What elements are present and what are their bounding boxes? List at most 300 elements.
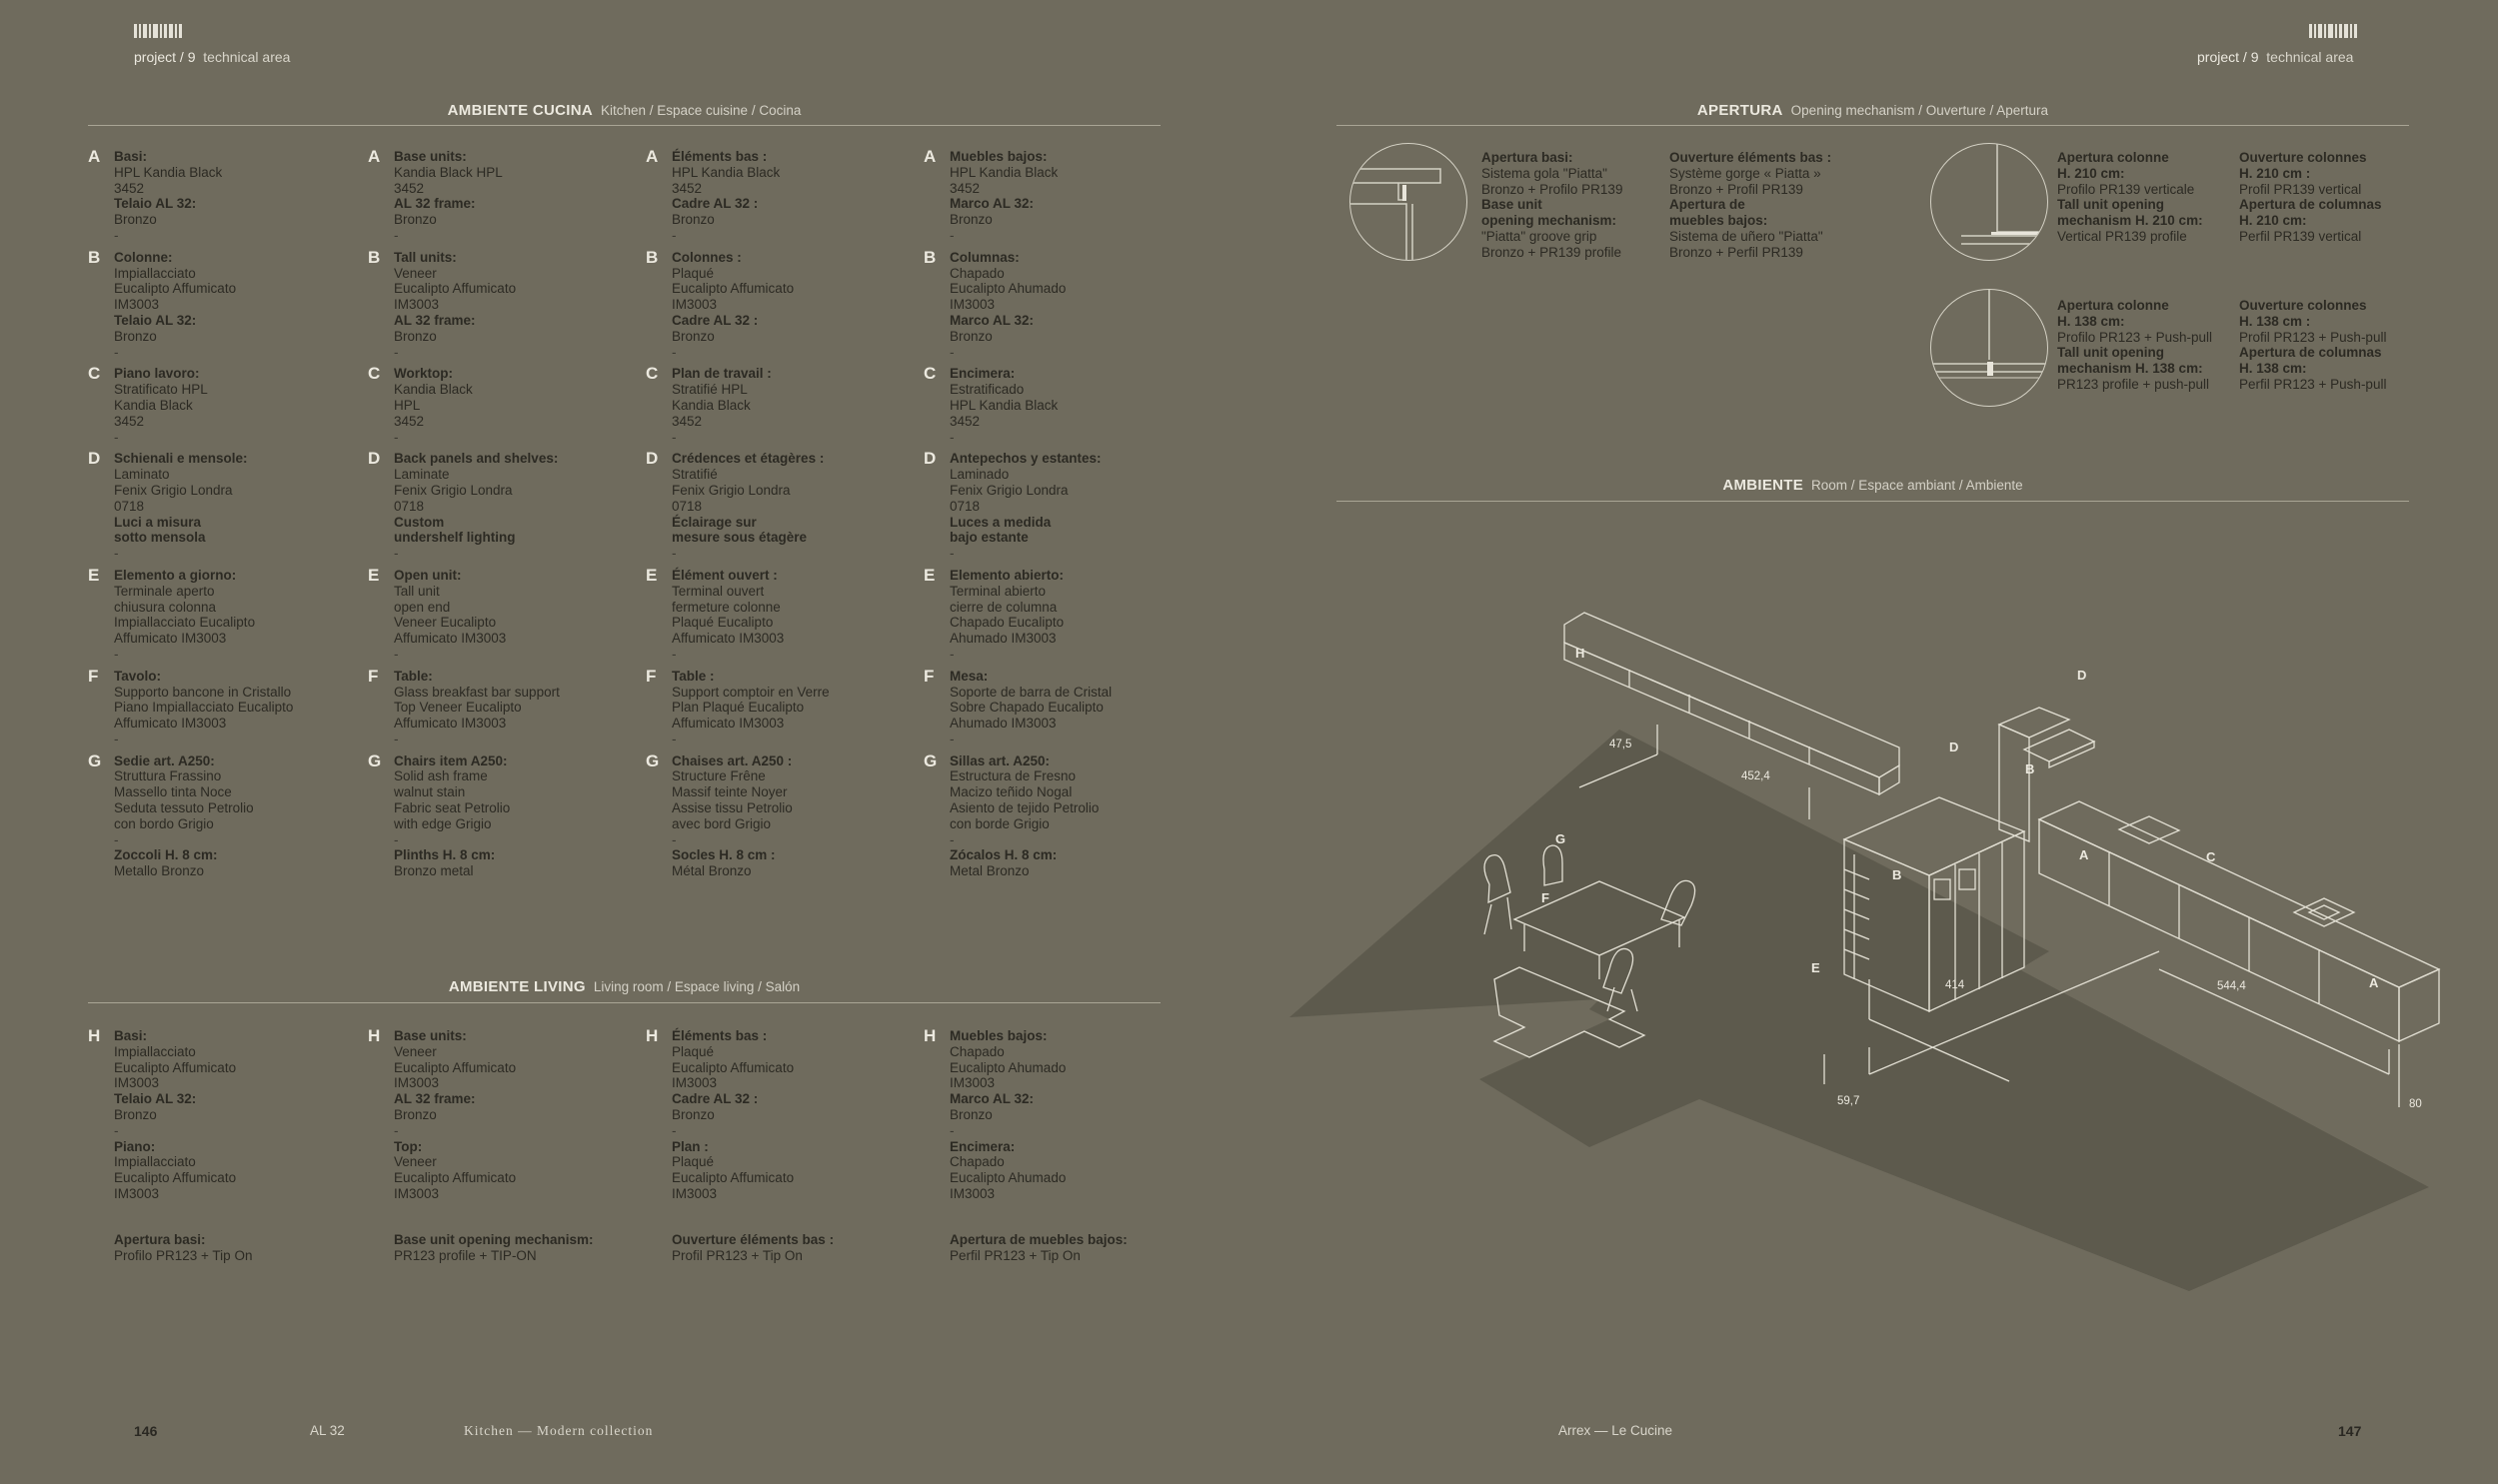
spec-line: - xyxy=(394,646,399,662)
spec-heading: Zoccoli H. 8 cm: xyxy=(114,847,218,863)
kitchen-column-3 xyxy=(646,149,906,885)
drawing-letter-h: H xyxy=(1575,646,1585,661)
spec-heading: Plinths H. 8 cm: xyxy=(394,847,496,863)
spec-lines xyxy=(114,753,254,879)
spec-heading: Plan de travail : xyxy=(672,366,772,382)
living-opening-spec xyxy=(394,1232,628,1264)
spec-heading: Plan : xyxy=(672,1138,709,1154)
spec-letter: G xyxy=(924,750,938,770)
spec-line: Plaqué xyxy=(672,265,715,281)
spec-line: Perfil PR123 + Push-pull xyxy=(2239,376,2387,392)
spec-letter: A xyxy=(924,147,937,166)
spec-line: Profilo PR123 + Tip On xyxy=(114,1247,253,1263)
spec-line: IM3003 xyxy=(114,1185,160,1201)
spec-heading: Éléments bas : xyxy=(672,149,768,164)
spec-lines xyxy=(672,568,784,663)
detail-tall-210-icon xyxy=(1930,143,2048,261)
spec-lines xyxy=(950,250,1066,361)
spec-line: Eucalipto Affumicato xyxy=(394,281,517,297)
spec-line: Bronzo xyxy=(114,1106,157,1122)
spec-line: Estratificado xyxy=(950,382,1025,398)
spec-line: walnut stain xyxy=(394,784,466,800)
spec-lines xyxy=(672,753,793,879)
spec-line: Profil PR139 vertical xyxy=(2239,181,2362,197)
living-opening-spec xyxy=(114,1232,348,1264)
kitchen-column-4 xyxy=(924,149,1184,885)
header-right-project: project / 9 xyxy=(2197,49,2259,65)
spec-line: Laminado xyxy=(950,467,1010,483)
spec-heading: Base unit xyxy=(1481,197,1542,213)
spec-entry xyxy=(368,565,628,663)
spec-entry xyxy=(924,451,1184,562)
opening-block-2 xyxy=(1669,150,1849,261)
spec-line: IM3003 xyxy=(394,297,440,313)
spec-heading: H. 138 cm: xyxy=(2057,313,2125,329)
spec-heading: Colonne: xyxy=(114,249,173,265)
spec-line: - xyxy=(950,731,955,746)
spec-line: Asiento de tejido Petrolio xyxy=(950,800,1100,816)
spec-line: Profil PR123 + Tip On xyxy=(672,1247,803,1263)
spec-line: Terminal ouvert xyxy=(672,583,765,599)
spec-heading: H. 210 cm: xyxy=(2057,165,2125,181)
spec-heading: Socles H. 8 cm : xyxy=(672,847,776,863)
spec-line: - xyxy=(672,646,677,662)
spec-line: Bronzo xyxy=(114,212,157,228)
spec-heading: Élément ouvert : xyxy=(672,567,778,583)
spec-letter: G xyxy=(368,750,382,770)
spec-line: Fenix Grigio Londra xyxy=(394,482,513,498)
spec-line: Sistema gola "Piatta" xyxy=(1481,165,1607,181)
room-title: AMBIENTE xyxy=(1722,477,1804,494)
spec-entry xyxy=(368,247,628,361)
spec-heading: undershelf lighting xyxy=(394,530,516,546)
spec-line: Solid ash frame xyxy=(394,768,488,784)
spec-heading: H. 210 cm: xyxy=(2239,213,2307,229)
spec-heading: Table : xyxy=(672,668,715,684)
spec-line: Macizo teñido Nogal xyxy=(950,784,1073,800)
spec-heading: mesure sous étagère xyxy=(672,530,808,546)
spec-heading: muebles bajos: xyxy=(1669,213,1768,229)
spec-line: Veneer xyxy=(394,1043,437,1059)
kitchen-column-2 xyxy=(368,149,628,885)
drawing-letter-f: F xyxy=(1541,890,1549,905)
opening-section-rule xyxy=(1336,125,2409,126)
room-section-title xyxy=(1336,477,2409,494)
spec-entry xyxy=(88,750,348,879)
spec-line: Piano Impiallacciato Eucalipto xyxy=(114,700,294,716)
spec-lines xyxy=(950,669,1112,747)
opening-section-title xyxy=(1336,102,2409,119)
spec-entry xyxy=(88,149,348,244)
living-column-4 xyxy=(924,1028,1184,1263)
spec-line: IM3003 xyxy=(950,1075,996,1091)
spec-letter: A xyxy=(88,147,101,166)
spec-line: IM3003 xyxy=(950,1185,996,1201)
spec-line: Fabric seat Petrolio xyxy=(394,800,511,816)
spec-line: Plaqué xyxy=(672,1043,715,1059)
spec-line: Eucalipto Affumicato xyxy=(672,1170,795,1186)
spec-line: Profilo PR139 verticale xyxy=(2057,181,2195,197)
spec-line: Eucalipto Affumicato xyxy=(114,281,237,297)
spec-letter: C xyxy=(924,364,937,384)
spec-line: Ahumado IM3003 xyxy=(950,716,1057,732)
spec-lines xyxy=(394,1028,516,1202)
spec-entry xyxy=(368,149,628,244)
spec-line: Eucalipto Affumicato xyxy=(672,1059,795,1075)
spec-line: - xyxy=(672,731,677,746)
spec-lines xyxy=(114,149,222,244)
spec-heading: Ouverture colonnes xyxy=(2239,298,2367,313)
spec-heading: Apertura colonne xyxy=(2057,150,2169,165)
spec-lines xyxy=(114,1028,236,1202)
spec-line: - xyxy=(950,546,955,562)
opening-subtitle: Opening mechanism / Ouverture / Apertura xyxy=(1790,103,2049,118)
spec-entry xyxy=(646,750,906,879)
spec-entry xyxy=(88,451,348,562)
spec-entry xyxy=(646,366,906,445)
dim-47-5: 47,5 xyxy=(1609,739,1632,750)
spec-lines xyxy=(394,753,510,879)
spec-line: - xyxy=(672,546,677,562)
barcode-logo-right xyxy=(2309,24,2359,38)
spec-heading: Basi: xyxy=(114,149,148,164)
spec-heading: Apertura de columnas xyxy=(2239,345,2382,361)
spec-line: IM3003 xyxy=(672,1075,718,1091)
spec-line: Eucalipto Affumicato xyxy=(394,1170,517,1186)
footer-model: AL 32 xyxy=(310,1423,345,1438)
spec-line: - xyxy=(672,227,677,243)
detail-base-groove-icon xyxy=(1349,143,1467,261)
spec-entry xyxy=(924,1028,1184,1202)
spec-heading: Ouverture éléments bas : xyxy=(1669,150,1832,165)
spec-heading: Tall units: xyxy=(394,249,457,265)
spec-line: Kandia Black xyxy=(672,397,751,413)
spec-heading: Cadre AL 32 : xyxy=(672,312,759,328)
spec-heading: Base units: xyxy=(394,149,467,164)
spec-line: Impiallacciato xyxy=(114,1043,196,1059)
spec-letter: A xyxy=(368,147,381,166)
spec-line: - xyxy=(950,227,955,243)
spec-line: Bronzo + Profilo PR139 xyxy=(1481,181,1623,197)
spec-heading: bajo estante xyxy=(950,530,1029,546)
spec-line: PR123 profile + TIP-ON xyxy=(394,1247,537,1263)
spec-entry xyxy=(646,247,906,361)
spec-line: Bronzo xyxy=(672,212,715,228)
spec-line: Eucalipto Affumicato xyxy=(394,1059,517,1075)
spec-line: 3452 xyxy=(114,413,145,429)
living-opening-spec xyxy=(950,1232,1184,1264)
spec-line: - xyxy=(394,731,399,746)
spec-line: Bronzo xyxy=(672,1106,715,1122)
spec-heading: mechanism H. 138 cm: xyxy=(2057,361,2203,377)
spec-entry xyxy=(646,1028,906,1202)
dim-452-4: 452,4 xyxy=(1741,770,1770,782)
spec-heading: Piano lavoro: xyxy=(114,366,200,382)
spec-entry xyxy=(646,666,906,747)
spec-lines xyxy=(950,568,1064,663)
spec-line: Bronzo xyxy=(394,328,437,344)
spec-heading: Éléments bas : xyxy=(672,1028,768,1043)
spec-heading: mechanism H. 210 cm: xyxy=(2057,213,2203,229)
header-right-area: technical area xyxy=(2266,49,2354,65)
spec-letter: G xyxy=(88,750,102,770)
spec-line: - xyxy=(114,429,119,445)
living-column-1 xyxy=(88,1028,348,1263)
spec-line: - xyxy=(394,546,399,562)
spec-heading: Tavolo: xyxy=(114,668,161,684)
dim-544-4: 544,4 xyxy=(2217,980,2246,992)
spec-heading: Muebles bajos: xyxy=(950,149,1048,164)
spec-letter: E xyxy=(924,565,936,585)
spec-line: Chapado xyxy=(950,1043,1005,1059)
spec-line: Bronzo + Profil PR139 xyxy=(1669,181,1803,197)
spec-heading: Chaises art. A250 : xyxy=(672,752,793,768)
spec-line: Impiallacciato xyxy=(114,1154,196,1170)
spec-line: avec bord Grigio xyxy=(672,815,772,831)
spec-heading: Crédences et étagères : xyxy=(672,451,825,467)
drawing-letter-b2: B xyxy=(1892,867,1902,882)
spec-line: Metallo Bronzo xyxy=(114,863,205,879)
spec-heading: Custom xyxy=(394,514,445,530)
spec-line: - xyxy=(394,429,399,445)
spec-line: 3452 xyxy=(672,413,703,429)
spec-letter: D xyxy=(368,449,381,469)
spec-line: 3452 xyxy=(950,180,981,196)
footer-collection: Kitchen — Modern collection xyxy=(464,1423,654,1438)
spec-lines xyxy=(394,149,503,244)
room-subtitle: Room / Espace ambiant / Ambiente xyxy=(1811,478,2023,493)
spec-line: 3452 xyxy=(114,180,145,196)
spec-line: chiusura colonna xyxy=(114,599,217,615)
spec-heading: Apertura de muebles bajos: xyxy=(950,1231,1128,1247)
spec-line: IM3003 xyxy=(672,297,718,313)
spec-line: Fenix Grigio Londra xyxy=(950,482,1069,498)
spec-lines xyxy=(950,149,1058,244)
spec-line: Laminato xyxy=(114,467,170,483)
spec-line: Tall unit xyxy=(394,583,440,599)
living-section-rule xyxy=(88,1002,1161,1003)
dim-59-7: 59,7 xyxy=(1837,1095,1860,1107)
spec-lines xyxy=(672,451,824,562)
spec-line: HPL Kandia Black xyxy=(950,164,1059,180)
spec-line: Supporto bancone in Cristallo xyxy=(114,684,292,700)
spec-entry xyxy=(88,1028,348,1202)
spec-entry xyxy=(88,366,348,445)
spec-entry xyxy=(924,565,1184,663)
spec-lines xyxy=(672,669,830,747)
spec-heading: Basi: xyxy=(114,1028,148,1043)
opening-title: APERTURA xyxy=(1696,102,1783,119)
spec-line: - xyxy=(672,429,677,445)
spec-line: Laminate xyxy=(394,467,450,483)
spec-line: open end xyxy=(394,599,451,615)
spec-heading: opening mechanism: xyxy=(1481,213,1617,229)
spec-letter: G xyxy=(646,750,660,770)
page-number-right: 147 xyxy=(2338,1423,2362,1439)
spec-line: IM3003 xyxy=(672,1185,718,1201)
spec-lines xyxy=(394,451,558,562)
living-subtitle: Living room / Espace living / Salón xyxy=(593,979,801,994)
spec-line: - xyxy=(672,1122,677,1138)
spec-lines xyxy=(114,366,208,445)
spec-line: Plaqué xyxy=(672,1154,715,1170)
spec-line: Chapado Eucalipto xyxy=(950,615,1065,631)
spec-line: Affumicato IM3003 xyxy=(114,631,227,647)
spec-letter: A xyxy=(646,147,659,166)
spec-line: Glass breakfast bar support xyxy=(394,684,560,700)
spec-letter: F xyxy=(368,666,379,686)
spec-heading: Cadre AL 32 : xyxy=(672,196,759,212)
spec-line: Eucalipto Affumicato xyxy=(114,1059,237,1075)
kitchen-isometric-drawing xyxy=(1279,580,2459,1299)
spec-line: 0718 xyxy=(394,498,425,514)
living-column-2 xyxy=(368,1028,628,1263)
spec-letter: C xyxy=(368,364,381,384)
spec-line: Metal Bronzo xyxy=(950,863,1030,879)
kitchen-section-title xyxy=(88,102,1161,119)
spec-heading: Zócalos H. 8 cm: xyxy=(950,847,1058,863)
spec-line: Bronzo xyxy=(950,212,993,228)
spec-line: Chapado xyxy=(950,265,1005,281)
spec-heading: Marco AL 32: xyxy=(950,196,1035,212)
spec-heading: Open unit: xyxy=(394,567,462,583)
spec-line: - xyxy=(672,831,677,847)
spec-line: Massello tinta Noce xyxy=(114,784,232,800)
spec-line: - xyxy=(394,831,399,847)
spec-heading: Antepechos y estantes: xyxy=(950,451,1102,467)
header-left-label xyxy=(134,49,290,65)
spec-line: - xyxy=(950,831,955,847)
opening-block-6 xyxy=(2239,298,2419,393)
spec-letter: F xyxy=(924,666,935,686)
spec-line: Structure Frêne xyxy=(672,768,766,784)
spec-heading: Elemento a giorno: xyxy=(114,567,237,583)
spec-letter: E xyxy=(368,565,380,585)
spec-entry xyxy=(924,366,1184,445)
spec-line: with edge Grigio xyxy=(394,815,492,831)
spec-heading: Apertura basi: xyxy=(114,1231,206,1247)
spec-line: 3452 xyxy=(672,180,703,196)
kitchen-subtitle: Kitchen / Espace cuisine / Cocina xyxy=(600,103,802,118)
spec-line: Bronzo xyxy=(114,328,157,344)
spec-line: Bronzo + PR139 profile xyxy=(1481,244,1621,260)
spec-line: Vertical PR139 profile xyxy=(2057,228,2187,244)
spec-line: Bronzo + Perfil PR139 xyxy=(1669,244,1803,260)
spec-lines xyxy=(950,753,1099,879)
spec-line: Terminale aperto xyxy=(114,583,215,599)
spec-entry xyxy=(646,149,906,244)
spec-lines xyxy=(950,1028,1066,1202)
floor-shadow xyxy=(1289,730,2429,1291)
spec-entry xyxy=(924,666,1184,747)
spec-line: Kandia Black xyxy=(114,397,193,413)
spec-line: Affumicato IM3003 xyxy=(394,716,507,732)
spec-line: Assise tissu Petrolio xyxy=(672,800,793,816)
spec-line: 0718 xyxy=(114,498,145,514)
dim-414: 414 xyxy=(1945,979,1965,991)
spec-heading: Telaio AL 32: xyxy=(114,312,197,328)
spec-line: - xyxy=(114,344,119,360)
opening-block-4 xyxy=(2239,150,2419,245)
spec-line: Fenix Grigio Londra xyxy=(672,482,791,498)
spec-line: Eucalipto Ahumado xyxy=(950,281,1067,297)
spec-line: IM3003 xyxy=(114,297,160,313)
spec-heading: Cadre AL 32 : xyxy=(672,1091,759,1107)
spec-heading: Tall unit opening xyxy=(2057,345,2164,361)
spec-line: HPL xyxy=(394,397,421,413)
spec-heading: Sedie art. A250: xyxy=(114,752,215,768)
spec-line: Kandia Black xyxy=(394,382,473,398)
page-number-left: 146 xyxy=(134,1423,158,1439)
spec-lines xyxy=(114,568,255,663)
drawing-letter-a1: A xyxy=(2079,847,2089,862)
spec-line: Plaqué Eucalipto xyxy=(672,615,774,631)
spec-line: Support comptoir en Verre xyxy=(672,684,830,700)
spec-lines xyxy=(114,250,236,361)
spec-line: Veneer xyxy=(394,1154,437,1170)
spec-line: Massif teinte Noyer xyxy=(672,784,788,800)
spec-line: Impiallacciato xyxy=(114,265,196,281)
spec-line: Ahumado IM3003 xyxy=(950,631,1057,647)
spec-line: - xyxy=(114,731,119,746)
spec-line: Chapado xyxy=(950,1154,1005,1170)
spec-line: Eucalipto Affumicato xyxy=(114,1170,237,1186)
spec-letter: D xyxy=(646,449,659,469)
spec-heading: Columnas: xyxy=(950,249,1020,265)
spec-heading: Éclairage sur xyxy=(672,514,757,530)
spec-heading: Luces a medida xyxy=(950,514,1052,530)
spec-heading: Telaio AL 32: xyxy=(114,1091,197,1107)
spec-entry xyxy=(924,247,1184,361)
spec-entry xyxy=(88,247,348,361)
spec-line: Bronzo xyxy=(394,212,437,228)
spec-heading: Top: xyxy=(394,1138,423,1154)
spec-line: Sobre Chapado Eucalipto xyxy=(950,700,1104,716)
spec-line: Estructura de Fresno xyxy=(950,768,1077,784)
spec-lines xyxy=(394,568,506,663)
spec-entry xyxy=(646,451,906,562)
spec-letter: H xyxy=(368,1026,381,1045)
spec-line: Stratifié xyxy=(672,467,718,483)
spec-letter: F xyxy=(646,666,657,686)
drawing-letter-b1: B xyxy=(2025,761,2035,776)
spec-entry xyxy=(88,666,348,747)
spec-heading: sotto mensola xyxy=(114,530,206,546)
spec-heading: Apertura de columnas xyxy=(2239,197,2382,213)
spec-heading: Piano: xyxy=(114,1138,156,1154)
spec-entry xyxy=(924,750,1184,879)
spec-line: Perfil PR139 vertical xyxy=(2239,228,2362,244)
spec-line: - xyxy=(950,344,955,360)
spec-line: Affumicato IM3003 xyxy=(672,631,785,647)
spec-line: 3452 xyxy=(394,413,425,429)
spec-heading: Encimera: xyxy=(950,1138,1016,1154)
spec-heading: Worktop: xyxy=(394,366,453,382)
spec-entry xyxy=(368,451,628,562)
spec-line: Affumicato IM3003 xyxy=(114,716,227,732)
spec-heading: H. 138 cm: xyxy=(2239,361,2307,377)
spec-line: Eucalipto Affumicato xyxy=(672,281,795,297)
drawing-letter-c: C xyxy=(2206,849,2216,864)
spec-lines xyxy=(394,250,516,361)
spec-line: Bronzo xyxy=(394,1106,437,1122)
spec-letter: D xyxy=(924,449,937,469)
spec-line: IM3003 xyxy=(114,1075,160,1091)
living-column-3 xyxy=(646,1028,906,1263)
spec-line: - xyxy=(114,546,119,562)
spec-line: Struttura Frassino xyxy=(114,768,222,784)
spec-heading: AL 32 frame: xyxy=(394,312,476,328)
